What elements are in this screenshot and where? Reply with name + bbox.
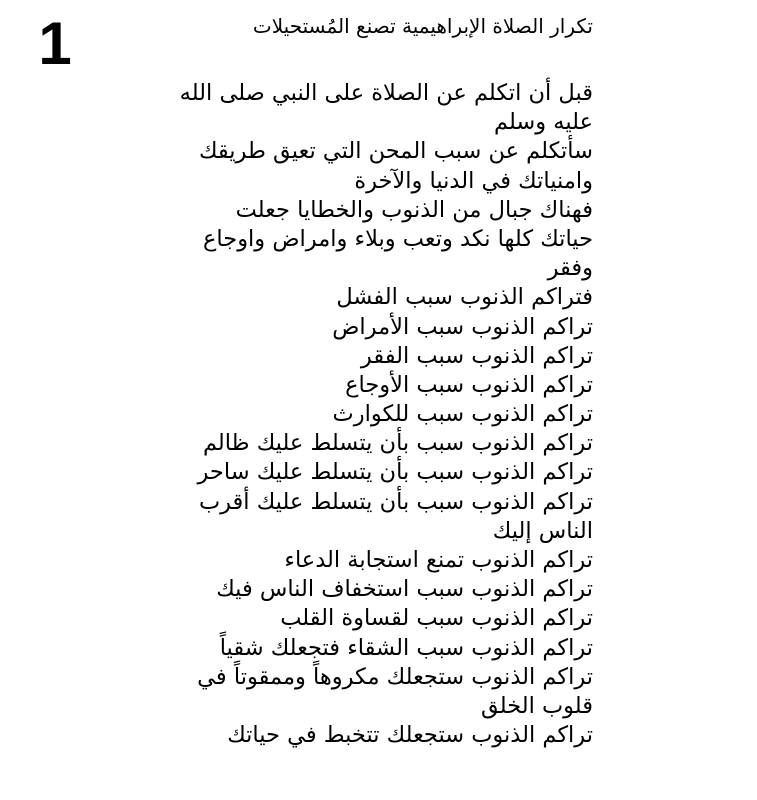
text-line: تراكم الذنوب سبب الأمراض — [332, 313, 593, 340]
text-line: تراكم الذنوب سبب الفقر — [360, 342, 593, 369]
text-line: تراكم الذنوب سبب بأن يتسلط عليك ظالم — [202, 430, 593, 457]
text-line: تراكم الذنوب تمنع استجابة الدعاء — [284, 547, 593, 573]
text-line: فتراكم الذنوب سبب الفشل — [336, 284, 593, 311]
text-line: تراكم الذنوب سبب للكوارث — [332, 401, 593, 428]
text-line: وفقر — [547, 255, 593, 282]
text-line: حياتك كلها نكد وتعب وبلاء وامراض واوجاع — [203, 225, 593, 252]
text-line: قلوب الخلق — [480, 692, 593, 719]
text-line: تراكم الذنوب سبب بأن يتسلط عليك ساحر — [197, 459, 593, 486]
text-line: فهناك جبال من الذنوب والخطايا جعلت — [235, 196, 593, 223]
document-body — [179, 79, 593, 750]
text-line: سأتكلم عن سبب المحن التي تعيق طريقك — [198, 138, 593, 165]
text-line: تراكم الذنوب سبب بأن يتسلط عليك أقرب — [198, 488, 593, 515]
text-line: تراكم الذنوب سبب استخفاف الناس فيك — [216, 576, 593, 603]
text-line: تراكم الذنوب ستجعلك تتخبط في حياتك — [227, 722, 593, 749]
text-line: تراكم الذنوب سبب لقساوة القلب — [280, 605, 593, 632]
page-number-badge: 1 — [22, 8, 88, 80]
text-line: تراكم الذنوب سبب الشقاء فتجعلك شقياً — [219, 634, 593, 661]
document-title: تكرار الصلاة الإبراهيمية تصنع المُستحيلات — [252, 14, 593, 38]
text-line: الناس إليك — [492, 517, 593, 544]
text-line: عليه وسلم — [493, 109, 593, 136]
text-line: تراكم الذنوب سبب الأوجاع — [345, 371, 593, 398]
text-line: تراكم الذنوب ستجعلك مكروهاً وممقوتاً في — [197, 663, 593, 690]
text-line: قبل أن اتكلم عن الصلاة على النبي صلى الله — [179, 80, 593, 106]
text-line: وامنياتك في الدنيا والآخرة — [354, 167, 593, 194]
